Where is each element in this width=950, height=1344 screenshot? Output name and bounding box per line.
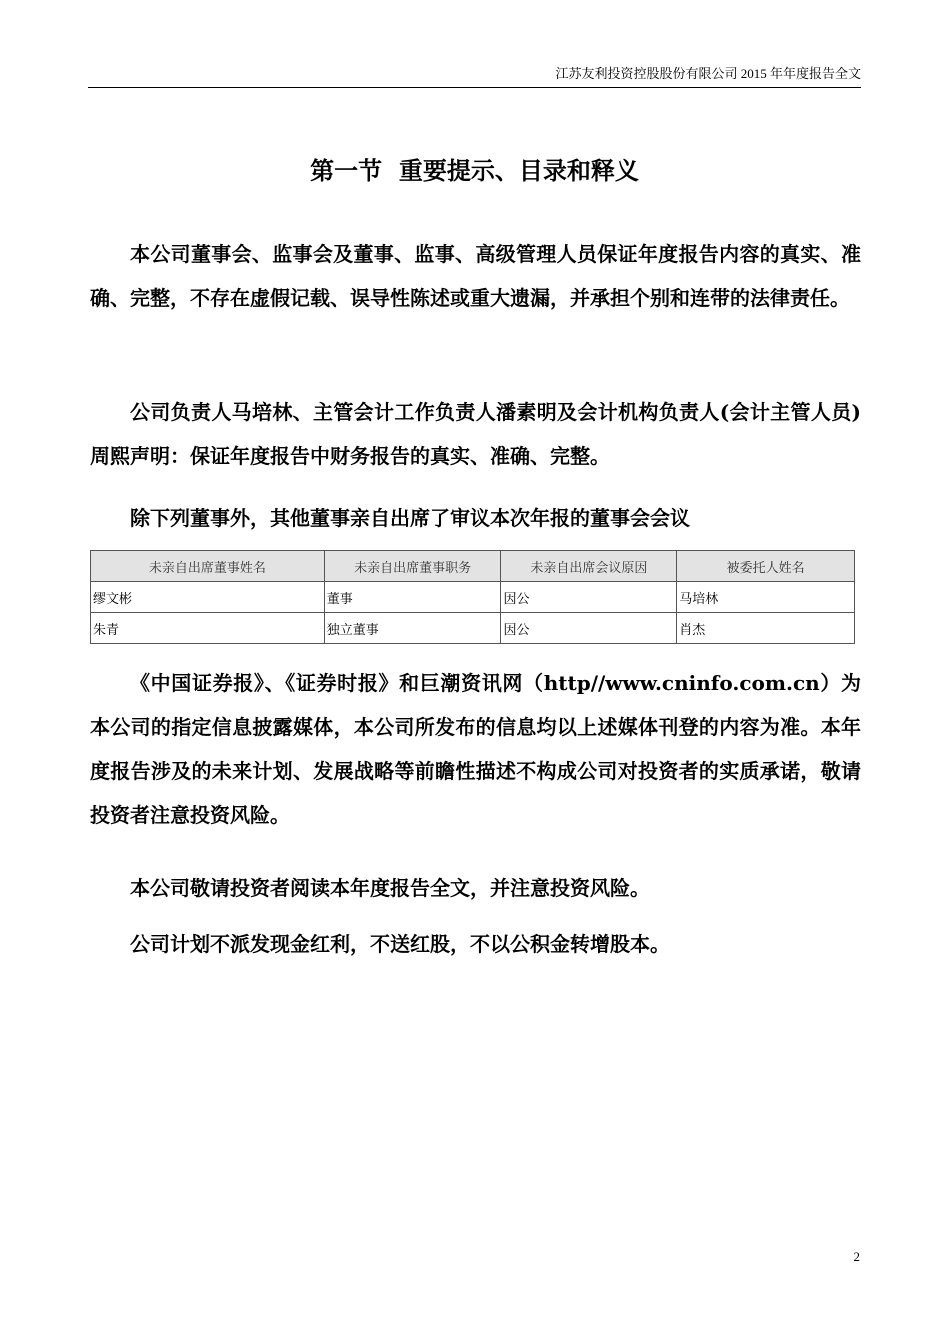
paragraph-read-full-report: 本公司敬请投资者阅读本年度报告全文，并注意投资风险。 [130, 876, 650, 900]
paragraph-dividend-plan: 公司计划不派发现金红利，不送红股，不以公积金转增股本。 [130, 932, 670, 956]
table-cell: 肖杰 [677, 613, 855, 644]
table-cell: 因公 [501, 582, 677, 613]
section-title: 第一节 重要提示、目录和释义 [310, 156, 639, 185]
table-cell: 董事 [324, 582, 501, 613]
table-row [91, 582, 855, 613]
table-cell: 独立董事 [324, 613, 501, 644]
table-header-cell: 未亲自出席董事姓名 [91, 551, 325, 582]
table-header-cell: 被委托人姓名 [677, 551, 855, 582]
paragraph-designated-media: 《中国证券报》、《证券时报》和巨潮资讯网（http//www.cninfo.com.cn）为本公司的指定信息披露媒体，本公司所发布的信息均以上述媒体刊登的内容为准。本年度报告涉及的未来计划、发展战略等前瞻性描述不构成公司对投资者的实质承诺，敬请投资者注意投资风险。 [90, 671, 861, 827]
paragraph-absent-directors-intro: 除下列董事外，其他董事亲自出席了审议本次年报的董事会会议 [130, 506, 690, 530]
table-row [91, 613, 855, 644]
page-number: 2 [853, 1249, 860, 1264]
table-header-cell: 未亲自出席会议原因 [501, 551, 677, 582]
table-cell: 马培林 [677, 582, 855, 613]
header-rule [88, 87, 861, 88]
table-header-cell: 未亲自出席董事职务 [324, 551, 501, 582]
paragraph-responsible-persons: 公司负责人马培林、主管会计工作负责人潘素明及会计机构负责人(会计主管人员)周熙声明：保证年度报告中财务报告的真实、准确、完整。 [90, 400, 861, 468]
running-header: 江苏友利投资控股股份有限公司 2015 年年度报告全文 [555, 66, 861, 81]
absent-directors-table [90, 550, 855, 644]
table-header-row [91, 551, 855, 582]
paragraph-board-guarantee: 本公司董事会、监事会及董事、监事、高级管理人员保证年度报告内容的真实、准确、完整，不存在虚假记载、误导性陈述或重大遗漏，并承担个别和连带的法律责任。 [90, 242, 861, 310]
table-cell: 缪文彬 [91, 582, 325, 613]
table-cell: 朱青 [91, 613, 325, 644]
table-cell: 因公 [501, 613, 677, 644]
